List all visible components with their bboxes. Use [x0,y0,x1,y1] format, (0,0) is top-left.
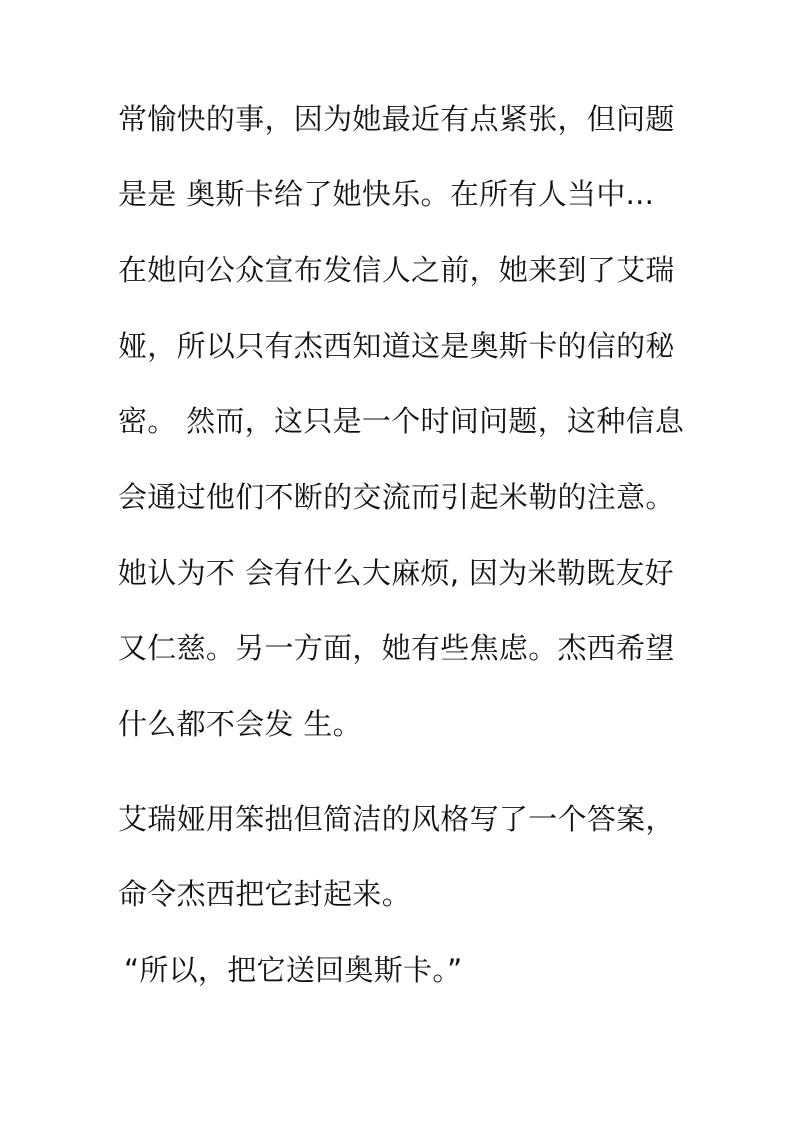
text-line: 是是 奥斯卡给了她快乐。在所有人当中... [118,177,655,211]
dialogue-line: “所以，把它送回奥斯卡。” [124,953,463,987]
text-line: 常愉快的事，因为她最近有点紧张，但问题 [118,102,675,136]
text-line: 密。 然而，这只是一个时间问题，这种信息 [118,404,685,438]
text-line: 她认为不 会有什么大麻烦, 因为米勒既友好 [118,556,674,590]
text-line: 在她向公众宣布发信人之前，她来到了艾瑞 [118,253,675,287]
text-line: 什么都不会发 生。 [118,707,362,741]
text-line: 娅，所以只有杰西知道这是奥斯卡的信的秘 [118,329,675,363]
text-line: 命令杰西把它封起来。 [118,877,412,911]
text-line: 会通过他们不断的交流而引起米勒的注意。 [118,480,675,514]
text-line: 又仁慈。另一方面，她有些焦虑。杰西希望 [118,631,675,665]
text-line: 艾瑞娅用笨拙但简洁的风格写了一个答案， [118,802,675,836]
